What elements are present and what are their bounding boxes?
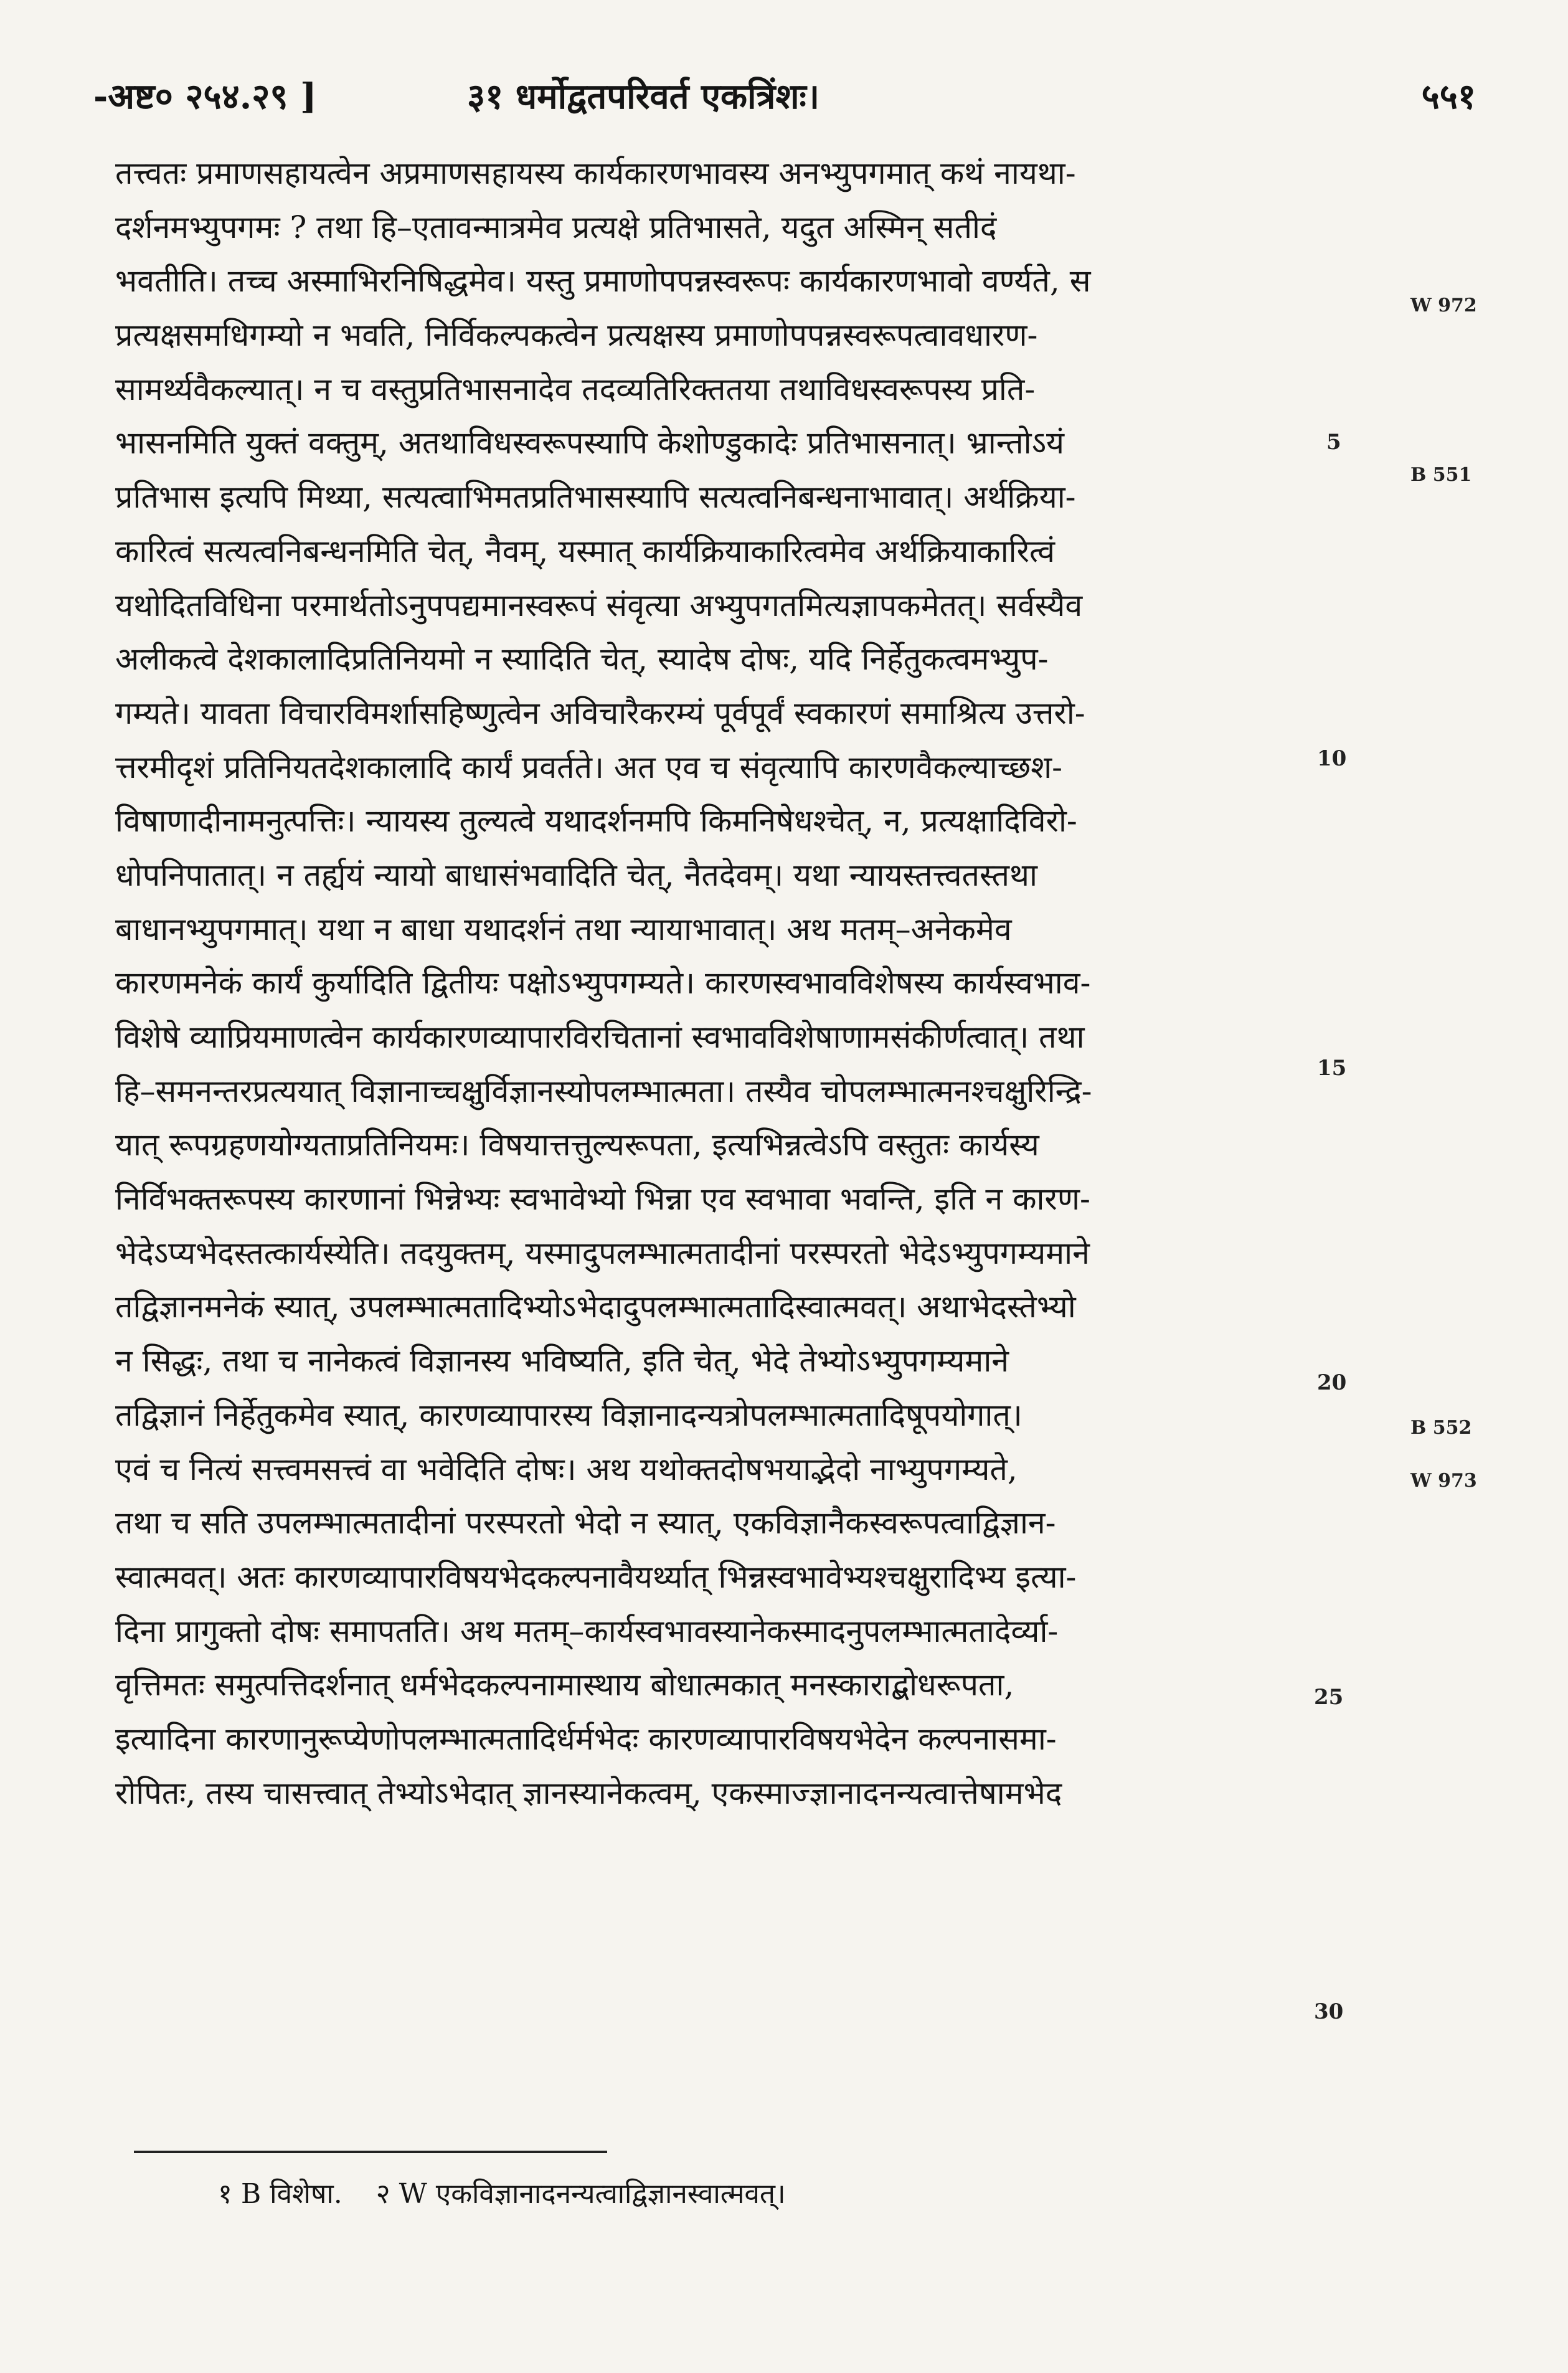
- header-chapter-title: ३१ धर्मोद्वतपरिवर्त एकत्रिंशः।: [467, 76, 820, 117]
- text-line: स्वात्मवत्। अतः कारणव्यापारविषयभेदकल्पनावैयर्थ्यात् भिन्नस्वभावेभ्यश्चक्षुरादिभ्य इत्या-: [115, 1558, 1077, 1595]
- text-line: रोपितः, तस्य चासत्त्वात् तेभ्योऽभेदात् ज्ञानस्यानेकत्वम्, एकस्माज्ज्ञानादनन्यत्वात्तेषामभेद: [115, 1774, 1062, 1811]
- text-line: सामर्थ्यवैकल्यात्। न च वस्तुप्रतिभासनादेव तदव्यतिरिक्ततया तथाविधस्वरूपस्य प्रति-: [115, 371, 1036, 407]
- margin-ref-b551: B 551: [1410, 464, 1472, 486]
- text-line: विशेषे व्याप्रियमाणत्वेन कार्यकारणव्यापारविरचितानां स्वभावविशेषाणामसंकीर्णत्वात्। तथा: [115, 1019, 1085, 1055]
- running-header: [93, 72, 1476, 128]
- header-page-ref: -अष्ट० २५४.२९ ]: [93, 76, 317, 117]
- text-line: विषाणादीनामनुत्पत्तिः। न्यायस्य तुल्यत्वे यथादर्शनमपि किमनिषेधश्चेत्, न, प्रत्यक्षादिविरो-: [115, 803, 1077, 840]
- line-number-25: 25: [1314, 1685, 1344, 1710]
- text-line: प्रतिभास इत्यपि मिथ्या, सत्यत्वाभिमतप्रतिभासस्यापि सत्यत्वनिबन्धनाभावात्। अर्थक्रिया-: [115, 479, 1076, 516]
- margin-ref-w972: W 972: [1410, 295, 1477, 316]
- line-number-15: 15: [1317, 1056, 1347, 1081]
- margin-ref-b552: B 552: [1410, 1417, 1472, 1439]
- text-line: तद्विज्ञानं निर्हेतुकमेव स्यात्, कारणव्यापारस्य विज्ञानादन्यत्रोपलम्भात्मतादिषूपयोगात्।: [115, 1396, 1023, 1433]
- text-line: भेदेऽप्यभेदस्तत्कार्यस्येति। तदयुक्तम्, यस्मादुपलम्भात्मतादीनां परस्परतो भेदेऽभ्युपगम्यमाने: [115, 1234, 1090, 1271]
- text-line: भासनमिति युक्तं वक्तुम्, अतथाविधस्वरूपस्यापि केशोण्डुकादेः प्रतिभासनात्। भ्रान्तोऽयं: [115, 425, 1064, 462]
- line-number-20: 20: [1317, 1370, 1347, 1395]
- text-line: तत्त्वतः प्रमाणसहायत्वेन अप्रमाणसहायस्य कार्यकारणभावस्य अनभ्युपगमात् कथं नायथा-: [115, 155, 1076, 191]
- text-line: हि–समनन्तरप्रत्ययात् विज्ञानाच्चक्षुर्विज्ञानस्योपलम्भात्मता। तस्यैव चोपलम्भात्मनश्चक्षुरिन्द्रि-: [115, 1073, 1092, 1109]
- line-number-5: 5: [1326, 430, 1341, 455]
- text-line: गम्यते। यावता विचारविमर्शासहिष्णुत्वेन अविचारैकरम्यं पूर्वपूर्वं स्वकारणं समाश्रित्य उत्तरो-: [115, 694, 1085, 731]
- text-line: कारणमनेकं कार्यं कुर्यादिति द्वितीयः पक्षोऽभ्युपगम्यते। कारणस्वभावविशेषस्य कार्यस्वभाव-: [115, 965, 1091, 1002]
- text-line: यथोदितविधिना परमार्थतोऽनुपपद्यमानस्वरूपं संवृत्या अभ्युपगतमित्यज्ञापकमेतत्। सर्वस्यैव: [115, 587, 1083, 623]
- footnote-2: २ W एकविज्ञानादनन्यत्वाद्विज्ञानस्वात्मवत्।: [375, 2178, 786, 2210]
- text-line: इत्यादिना कारणानुरूप्येणोपलम्भात्मतादिर्धर्मभेदः कारणव्यापारविषयभेदेन कल्पनासमा-: [115, 1720, 1057, 1757]
- text-line: वृत्तिमतः समुत्पत्तिदर्शनात् धर्मभेदकल्पनामास्थाय बोधात्मकात् मनस्काराद्बोधरूपता,: [115, 1667, 1014, 1703]
- text-line: निर्विभक्तरूपस्य कारणानां भिन्नेभ्यः स्वभावेभ्यो भिन्ना एव स्वभावा भवन्ति, इति न कारण-: [115, 1181, 1090, 1218]
- text-line: एवं च नित्यं सत्त्वमसत्त्वं वा भवेदिति दोषः। अथ यथोक्तदोषभयाद्भेदो नाभ्युपगम्यते,: [115, 1451, 1018, 1487]
- main-text: [115, 146, 1317, 1820]
- footnote-divider: [134, 2151, 607, 2153]
- text-line: धोपनिपातात्। न तर्ह्ययं न्यायो बाधासंभवादिति चेत्, नैतदेवम्। यथा न्यायस्तत्त्वतस्तथा: [115, 856, 1037, 893]
- header-page-number: ५५१: [1421, 76, 1476, 117]
- text-line: बाधानभ्युपगमात्। यथा न बाधा यथादर्शनं तथा न्यायाभावात्। अथ मतम्–अनेकमेव: [115, 911, 1012, 947]
- line-number-10: 10: [1317, 746, 1347, 771]
- text-line: तद्विज्ञानमनेकं स्यात्, उपलम्भात्मतादिभ्योऽभेदादुपलम्भात्मतादिस्वात्मवत्। अथाभेदस्तेभ्यो: [115, 1289, 1076, 1325]
- line-number-30: 30: [1314, 1999, 1344, 2024]
- margin-ref-w973: W 973: [1410, 1470, 1477, 1492]
- text-line: न सिद्धः, तथा च नानेकत्वं विज्ञानस्य भविष्यति, इति चेत्, भेदे तेभ्योऽभ्युपगम्यमाने: [115, 1343, 1009, 1380]
- text-line: दर्शनमभ्युपगमः ? तथा हि–एतावन्मात्रमेव प्रत्यक्षे प्रतिभासते, यदुत अस्मिन् सतीदं: [115, 209, 997, 245]
- text-line: अलीकत्वे देशकालादिप्रतिनियमो न स्यादिति चेत्, स्यादेष दोषः, यदि निर्हेतुकत्वमभ्युप-: [115, 641, 1049, 678]
- text-line: कारित्वं सत्यत्वनिबन्धनमिति चेत्, नैवम्, यस्मात् कार्यक्रियाकारित्वमेव अर्थक्रियाकारित्वं: [115, 533, 1056, 569]
- footnote-1: १ B विशेषा.: [218, 2178, 342, 2210]
- text-line: तथा च सति उपलम्भात्मतादीनां परस्परतो भेदो न स्यात्, एकविज्ञानैकस्वरूपत्वाद्विज्ञान-: [115, 1505, 1056, 1542]
- text-line: भवतीति। तच्च अस्माभिरनिषिद्धमेव। यस्तु प्रमाणोपपन्नस्वरूपः कार्यकारणभावो वर्ण्यते, स: [115, 263, 1091, 300]
- text-line: दिना प्रागुक्तो दोषः समापतति। अथ मतम्–कार्यस्वभावस्यानेकस्मादनुपलम्भात्मतादेर्व्या-: [115, 1613, 1059, 1649]
- footnotes: [218, 2174, 811, 2211]
- text-line: यात् रूपग्रहणयोग्यताप्रतिनियमः। विषयात्तत्तुल्यरूपता, इत्यभिन्नत्वेऽपि वस्तुतः कार्यस्य: [115, 1127, 1039, 1163]
- text-line: प्रत्यक्षसमधिगम्यो न भवति, निर्विकल्पकत्वेन प्रत्यक्षस्य प्रमाणोपपन्नस्वरूपत्वावधारण-: [115, 317, 1038, 354]
- text-line: त्तरमीदृशं प्रतिनियतदेशकालादि कार्यं प्रवर्तते। अत एव च संवृत्यापि कारणवैकल्याच्छश-: [115, 749, 1063, 785]
